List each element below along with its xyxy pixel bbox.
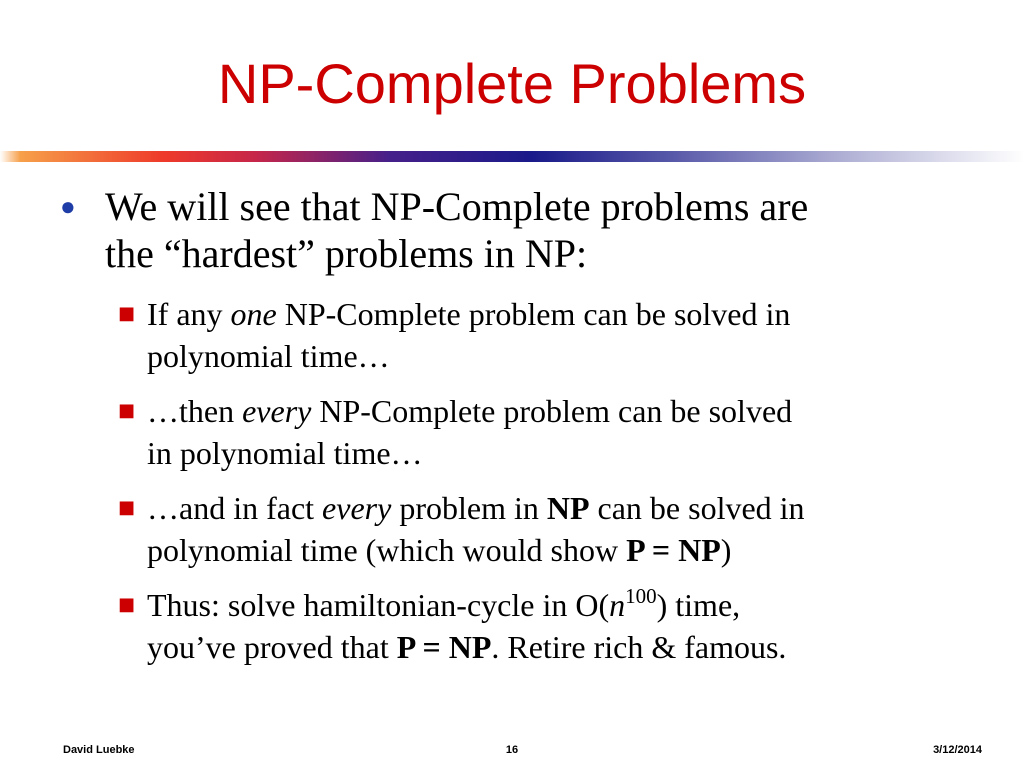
exponent: 100 (625, 583, 657, 608)
sub-bullet-any-one (60, 293, 980, 377)
sub-bullet-then-every (60, 390, 980, 474)
square-bullet-icon: ■ (118, 497, 136, 518)
sub-bullet-text: NP-Complete problem can be solved in (276, 296, 791, 332)
sub-bullet-text: If any (147, 296, 231, 332)
square-bullet-icon: ■ (118, 594, 136, 615)
footer-page-number: 16 (505, 744, 519, 756)
title-divider-bar (0, 151, 1024, 162)
bullet-text-line-1: We will see that NP-Complete problems are (105, 184, 809, 229)
sub-bullet-text: in polynomial time… (147, 435, 423, 471)
sub-bullet-text: …then (147, 393, 243, 429)
emphasis-every: every (242, 393, 312, 429)
sub-bullet-text: . Retire rich & famous. (491, 629, 787, 665)
footer-author: David Luebke (63, 744, 135, 756)
round-bullet-icon: ● (60, 192, 76, 221)
sub-bullet-text: problem in (391, 490, 547, 526)
bold-p-equals-np: P = NP (396, 629, 492, 665)
sub-bullet-text: ) time, (656, 587, 741, 623)
emphasis-one: one (230, 296, 277, 332)
bold-p-equals-np: P = NP (626, 532, 721, 568)
square-bullet-icon: ■ (118, 303, 136, 324)
square-bullet-icon: ■ (118, 400, 136, 421)
sub-bullet-text: polynomial time… (147, 338, 390, 374)
bold-np: NP (546, 490, 590, 526)
footer-date: 3/12/2014 (933, 744, 982, 756)
sub-bullet-text: you’ve proved that (147, 629, 397, 665)
bullet-hardest-problems (60, 183, 980, 277)
sub-bullet-hamiltonian-cycle (60, 584, 980, 668)
sub-bullet-text: …and in fact (147, 490, 323, 526)
emphasis-every: every (322, 490, 392, 526)
sub-bullet-text: Thus: solve hamiltonian-cycle in O( (147, 587, 610, 623)
sub-bullet-text: can be solved in (589, 490, 805, 526)
slide-body (60, 183, 980, 668)
sub-bullet-text: NP-Complete problem can be solved (311, 393, 793, 429)
sub-bullet-text: ) (720, 532, 732, 568)
italic-n: n (609, 587, 626, 623)
slide-title: NP-Complete Problems (217, 52, 807, 115)
sub-bullet-text: polynomial time (which would show (147, 532, 627, 568)
sub-bullet-p-equals-np (60, 487, 980, 571)
bullet-text-line-2: the “hardest” problems in NP: (105, 231, 588, 276)
